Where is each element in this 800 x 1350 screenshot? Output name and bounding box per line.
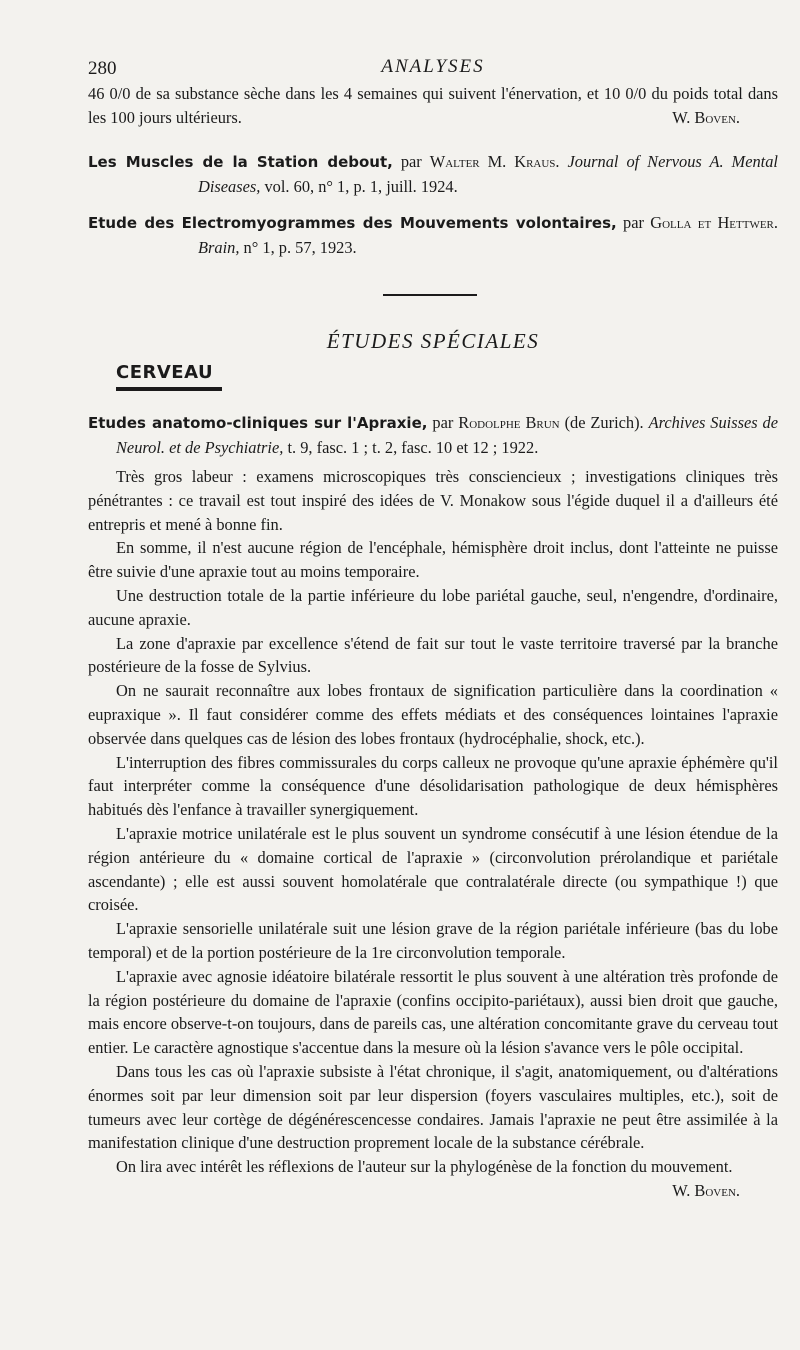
article-paragraph: Dans tous les cas où l'apraxie subsiste à l'état chronique, il s'agit, anatomiquement, ou d'altérations énormes soit par leur dimension soit par leur dispersion (foyers vasculaires multiples, etc.), soit de tumeurs avec leur cortège de dégénérescencesse condaires. Jamais l'apraxie ne peut être assimilée à la manifestation clinique d'une destruction proprement locale de la substance cérébrale.: [88, 1061, 778, 1153]
continuation-text: 46 0/0 de sa substance sèche dans les 4 semaines qui suivent l'énervation, et 10 0/0 du poids total dans les 100 jours ultérieurs.: [88, 84, 778, 127]
article-reference: [88, 411, 778, 459]
reference-by: par: [623, 213, 644, 232]
reference-journal: Journal of Nervous A. Mental Diseases,: [198, 152, 778, 196]
section-title: ÉTUDES SPÉCIALES: [326, 329, 540, 353]
reference-2: [88, 211, 778, 259]
page-number: 280: [88, 58, 117, 79]
page-header: [88, 52, 778, 78]
article-paragraph: L'apraxie motrice unilatérale est le plus souvent un syndrome consécutif à une lésion étendue de la région antérieure du « domaine cortical de l'apraxie » (circonvolution prérolandique et pariétale ascendante) ; elle est aussi souvent homolatérale que contralatérale directe (ou sympathique !) que croisée.: [88, 823, 778, 915]
article-paragraph-last: [88, 1155, 778, 1200]
article: [88, 411, 779, 1200]
reference-author: Walter M. Kraus.: [429, 152, 560, 171]
continuation-signature: W. Boven.: [672, 107, 740, 127]
section-divider: [383, 294, 477, 296]
reference-details: n° 1, p. 57, 1923.: [243, 237, 357, 257]
article-paragraph: La zone d'apraxie par excellence s'étend de fait sur tout le vaste territoire traversé par la branche postérieure de la fosse de Sylvius.: [88, 633, 778, 677]
reference-title: Etude des Electromyogrammes des Mouvements volontaires,: [88, 214, 617, 232]
running-head: ANALYSES: [381, 56, 485, 77]
page: [88, 52, 778, 1203]
article-location: (de Zurich).: [564, 413, 644, 432]
reference-author: Golla et Hettwer.: [650, 213, 778, 232]
article-by: par: [432, 413, 454, 432]
reference-journal: Brain,: [198, 237, 240, 257]
reference-details: vol. 60, n° 1, p. 1, juill. 1924.: [264, 176, 458, 196]
subsection-title: CERVEAU: [116, 362, 214, 383]
article-paragraph: Une destruction totale de la partie inférieure du lobe pariétal gauche, seul, n'engendre, d'ordinaire, aucune apraxie.: [88, 585, 778, 629]
reference-by: par: [400, 152, 422, 171]
article-paragraph: L'interruption des fibres commissurales du corps calleux ne provoque qu'une apraxie éphémère qu'il faut interpréter comme la conséquence d'une désolidarisation pathologique de deux hémisphères habitués dès l'enfance à travailler synergiquement.: [88, 752, 778, 820]
article-journal: Archives Suisses de Neurol. et de Psychiatrie,: [116, 413, 779, 457]
continuation-paragraph: [88, 82, 778, 129]
article-signature: W. Boven.: [672, 1180, 740, 1200]
article-author: Rodolphe Brun: [458, 413, 560, 432]
article-paragraph: En somme, il n'est aucune région de l'encéphale, hémisphère droit inclus, dont l'atteinte ne puisse être suivie d'une apraxie tout au moins temporaire.: [88, 538, 778, 582]
article-paragraph: L'apraxie avec agnosie idéatoire bilatérale ressortit le plus souvent à une altération très profonde de la région postérieure du domaine de l'apraxie (confins occipito-pariétaux), aussi bien droit que gauche, mais encore observe-t-on toujours, dans de pareils cas, une altération concomitante grave du cerveau tout entier. Le caractère agnostique s'accentue dans la mesure où la lésion s'avance vers le pôle occipital.: [88, 966, 778, 1058]
article-title: Etudes anatomo-cliniques sur l'Apraxie,: [88, 414, 428, 432]
subsection-heading: [88, 362, 778, 391]
subsection-underline: [116, 387, 222, 391]
article-details: t. 9, fasc. 1 ; t. 2, fasc. 10 et 12 ; 1922.: [287, 437, 539, 457]
article-paragraph-text: On lira avec intérêt les réflexions de l'auteur sur la phylogénèse de la fonction du mouvement.: [116, 1157, 733, 1177]
article-paragraph: L'apraxie sensorielle unilatérale suit une lésion grave de la région pariétale inférieure (bas du lobe temporal) et de la portion postérieure de la 1re circonvolution temporale.: [88, 919, 778, 962]
article-paragraph: Très gros labeur : examens microscopiques très consciencieux ; investigations cliniques très pénétrantes : ce travail est tout inspiré des idées de V. Monakow sous l'égide duquel il a d'ailleurs été entrepris et mené à bonne fin.: [88, 467, 778, 534]
reference-1: [88, 150, 778, 198]
article-paragraph: On ne saurait reconnaître aux lobes frontaux de signification particulière dans la coordination « eupraxique ». Il faut considérer comme des effets médiats et des conséquences lointaines l'apraxie observée dans quelques cas de lésion des lobes frontaux (hydrocéphalie, shock, etc.).: [88, 681, 778, 748]
reference-title: Les Muscles de la Station debout,: [88, 153, 393, 171]
